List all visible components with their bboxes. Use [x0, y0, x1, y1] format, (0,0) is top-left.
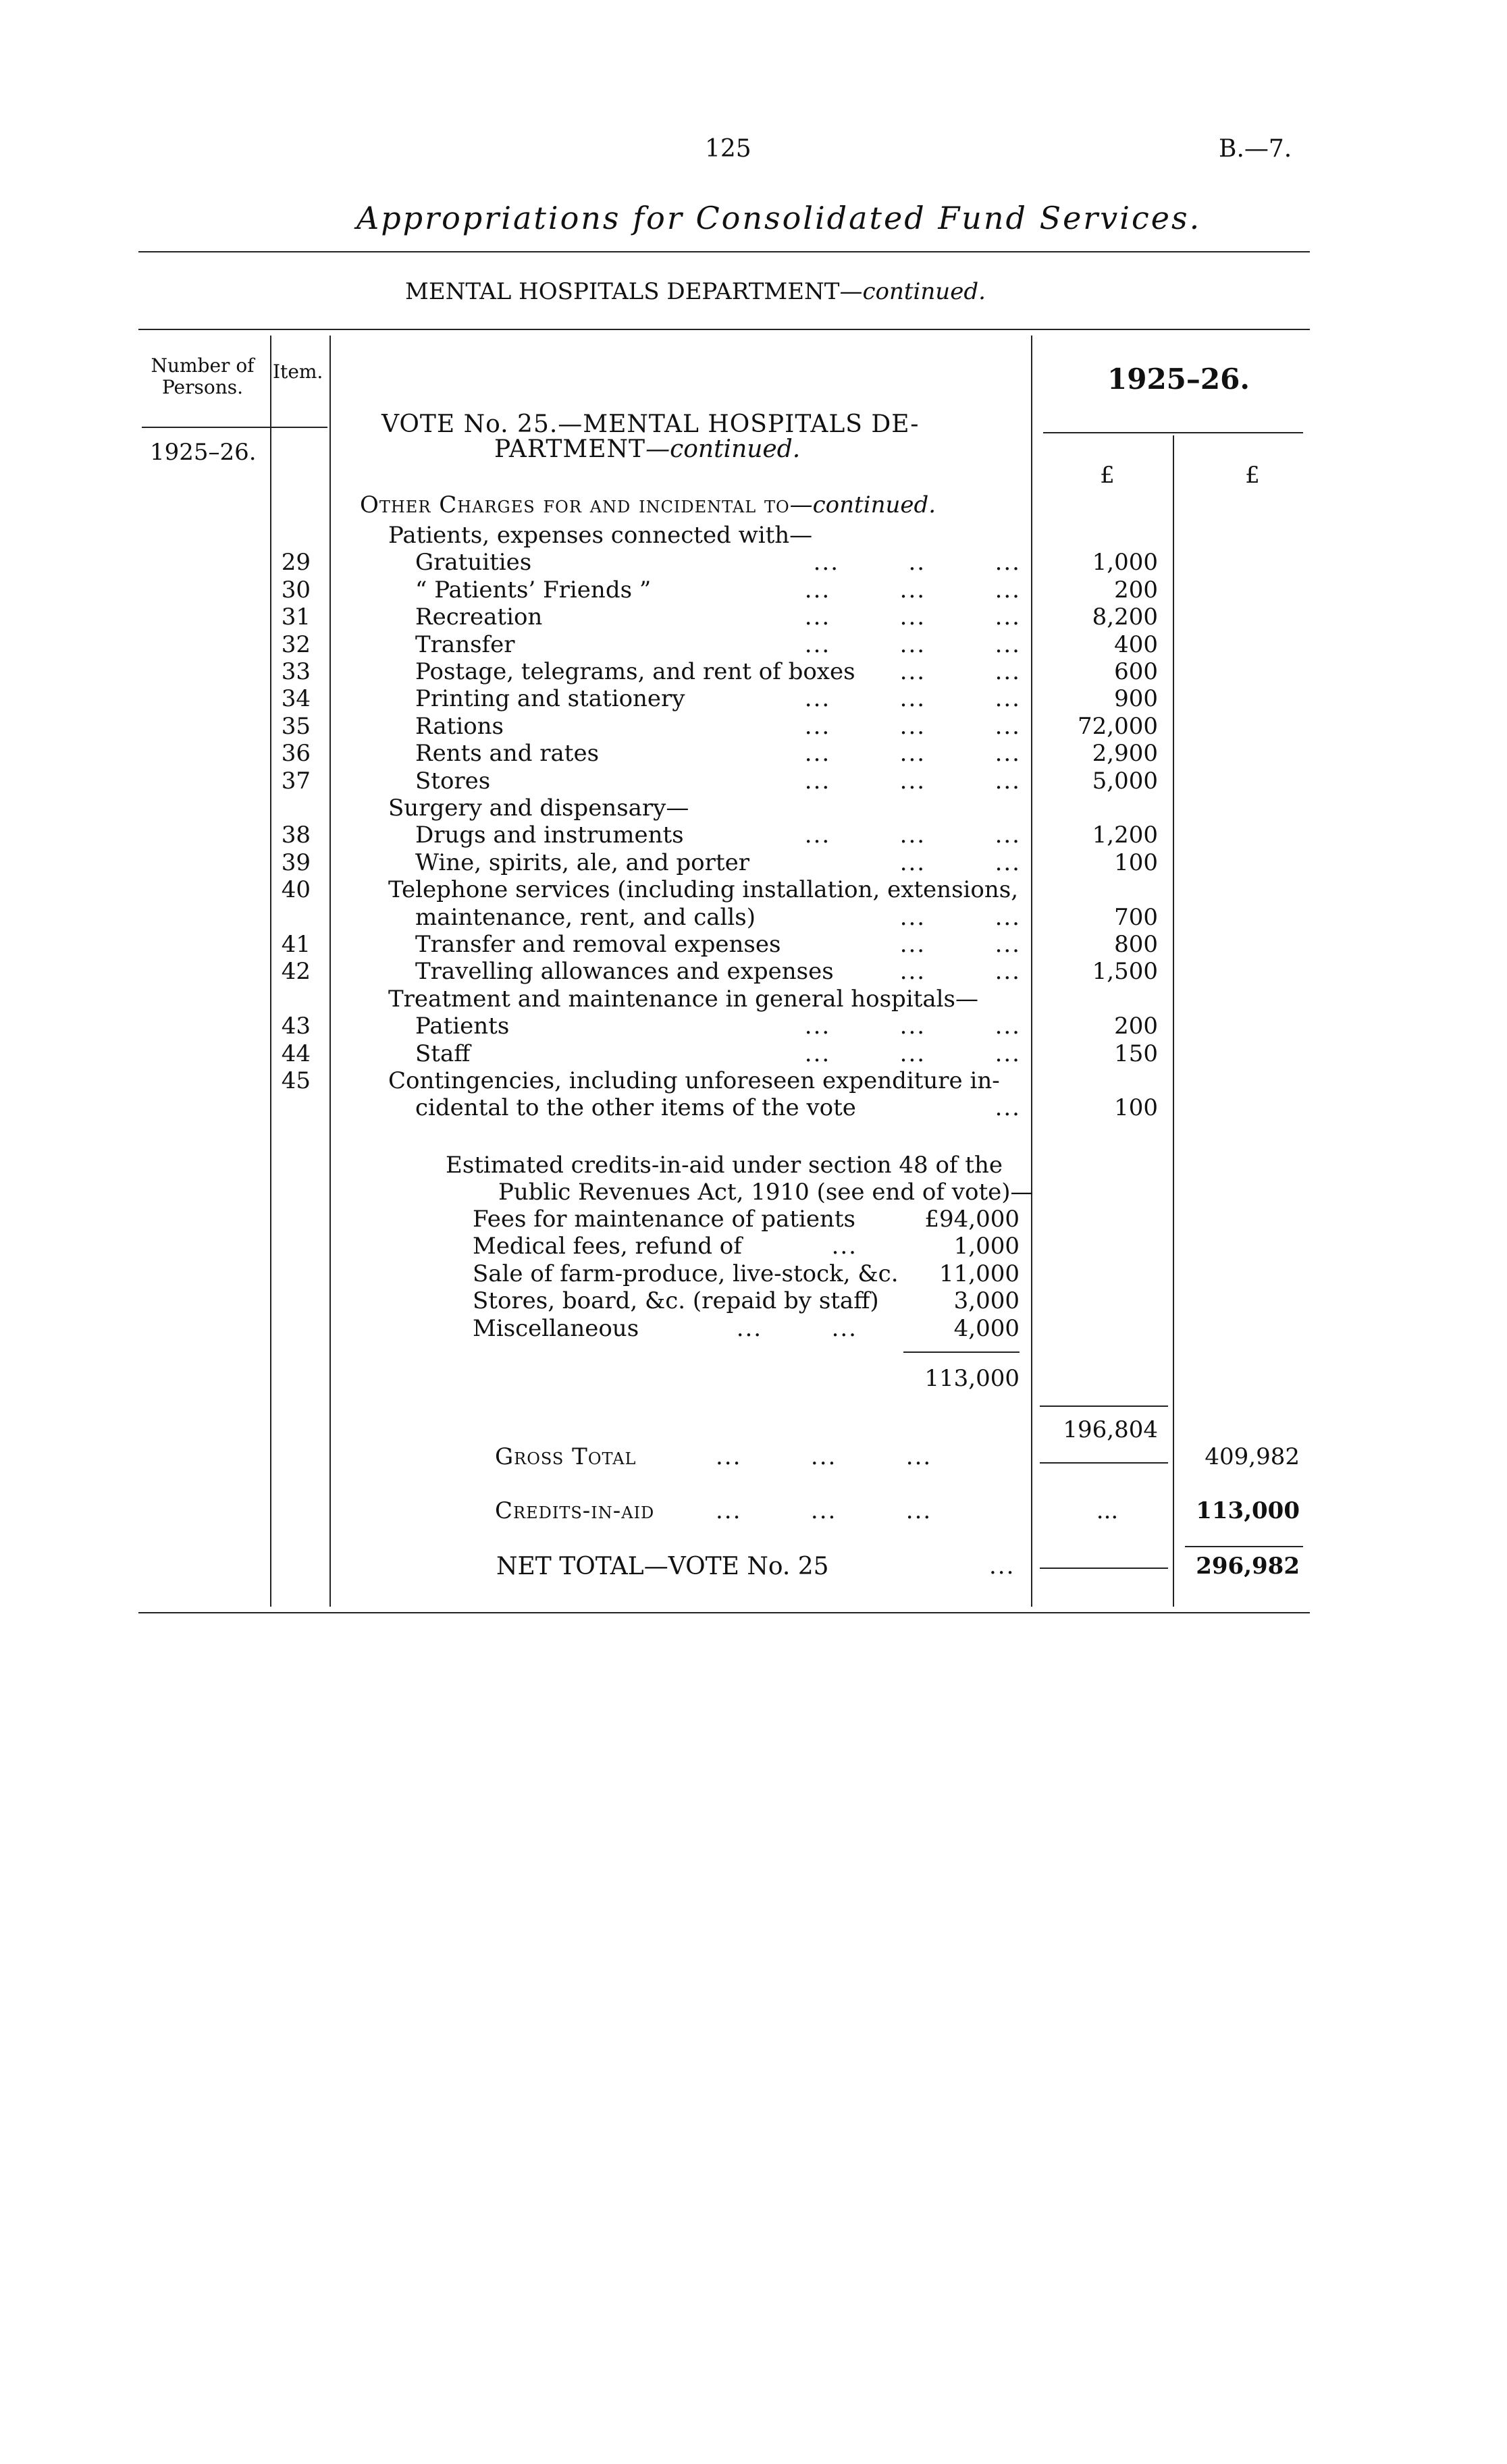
item-amount: 2,900: [1092, 740, 1158, 767]
item-amount: 200: [1114, 1013, 1158, 1040]
credits-in-aid-dots: ... ... ...: [716, 1497, 932, 1524]
leader-dots: ... .. ...: [813, 549, 1021, 576]
vote-heading-line2: [494, 435, 800, 463]
credit-description: Sale of farm-produce, live-stock, &c.: [473, 1260, 899, 1287]
leader-dots: ... ... ...: [804, 1013, 1021, 1040]
item-amount: 600: [1114, 658, 1158, 685]
net-total-rule-left: [1040, 1568, 1168, 1569]
table-top-rule: [138, 329, 1310, 330]
item-description: Rations: [415, 713, 504, 740]
leader-dots: ... ... ...: [804, 604, 1021, 631]
gross-total-dots: ... ... ...: [716, 1443, 932, 1470]
subtotal-under-rule: [1040, 1462, 1168, 1464]
leader-dots: ... ... ...: [804, 685, 1021, 712]
leader-dots: ... ... ...: [804, 740, 1021, 767]
net-total-rule-right: [1185, 1546, 1303, 1547]
persons-header-rule: [142, 427, 327, 428]
amount-column-rule: [1173, 435, 1174, 1607]
page-number: 125: [705, 135, 751, 163]
leader-dots: ...: [995, 1094, 1021, 1121]
item-description: cidental to the other items of the vote: [415, 1094, 856, 1121]
item-amount: 8,200: [1092, 604, 1158, 631]
item-number: 41: [281, 931, 311, 958]
item-description: Printing and stationery: [415, 685, 685, 712]
credits-total: 113,000: [924, 1365, 1020, 1392]
item-amount: 100: [1114, 1094, 1158, 1121]
item-description: Stores: [415, 768, 491, 795]
item-description: Surgery and dispensary—: [388, 795, 689, 822]
credit-description: Fees for maintenance of patients: [473, 1206, 856, 1233]
item-number: 29: [281, 549, 311, 576]
subtotal: 196,804: [1063, 1416, 1158, 1443]
leader-dots: ... ... ...: [804, 822, 1021, 849]
subhead: [360, 491, 936, 518]
persons-column-header: Number of Persons.: [151, 354, 255, 398]
leader-dots: ... ... ...: [804, 768, 1021, 795]
credits-in-aid-mid: ...: [1096, 1497, 1119, 1524]
leader-dots: ...: [831, 1233, 857, 1260]
item-description: Recreation: [415, 604, 543, 631]
item-number: 43: [281, 1013, 311, 1040]
net-total-dots: ...: [989, 1553, 1015, 1580]
document-reference: B.—7.: [1219, 135, 1292, 163]
item-description: Travelling allowances and expenses: [415, 958, 834, 985]
department-heading: [405, 278, 986, 305]
leader-dots: ... ...: [899, 904, 1021, 931]
item-description: Treatment and maintenance in general hospitals—: [388, 986, 978, 1013]
item-description: Drugs and instruments: [415, 822, 684, 849]
credit-amount: 1,000: [953, 1233, 1020, 1260]
item-description: maintenance, rent, and calls): [415, 904, 756, 931]
credits-in-aid-total: 113,000: [1196, 1497, 1300, 1524]
credit-amount: 4,000: [953, 1315, 1020, 1342]
credits-total-rule: [903, 1351, 1020, 1353]
subtotal-rule: [1040, 1405, 1168, 1407]
item-number: 32: [281, 631, 311, 658]
leader-dots: ... ... ...: [804, 631, 1021, 658]
item-description: Postage, telegrams, and rent of boxes: [415, 658, 855, 685]
leader-dots: ... ...: [899, 958, 1021, 985]
text-column-rule: [1031, 336, 1032, 1607]
item-number: 36: [281, 740, 311, 767]
item-amount: 400: [1114, 631, 1158, 658]
credits-intro-line1: Estimated credits-in-aid under section 48 of the: [446, 1152, 1003, 1179]
credits-in-aid-label: Credits-in-aid: [495, 1497, 655, 1524]
item-number: 40: [281, 876, 311, 903]
item-description: Transfer: [415, 631, 515, 658]
title-rule: [138, 251, 1310, 252]
credit-description: Medical fees, refund of: [473, 1233, 742, 1260]
credit-description: Miscellaneous: [473, 1315, 639, 1342]
item-column-header: Item.: [273, 360, 323, 383]
persons-column-rule: [270, 336, 271, 1607]
item-description: Staff: [415, 1040, 471, 1067]
subhead-text: Other Charges for and incidental to: [360, 491, 790, 518]
item-amount: 100: [1114, 849, 1158, 876]
item-amount: 1,500: [1092, 958, 1158, 985]
department-suffix: —continued.: [839, 278, 986, 305]
credit-amount: £94,000: [924, 1206, 1020, 1233]
leader-dots: ... ... ...: [804, 713, 1021, 740]
item-amount: 800: [1114, 931, 1158, 958]
item-description: Telephone services (including installation, extensions,: [388, 876, 1019, 903]
credit-amount: 3,000: [953, 1287, 1020, 1314]
item-number: 38: [281, 822, 311, 849]
item-column-rule: [329, 336, 331, 1607]
leader-dots: ... ...: [899, 849, 1021, 876]
currency-left: £: [1100, 462, 1115, 489]
subhead-suffix: —continued.: [789, 491, 936, 518]
item-amount: 1,000: [1092, 549, 1158, 576]
vote-heading-line1: VOTE No. 25.—MENTAL HOSPITALS DE-: [381, 410, 920, 438]
item-amount: 1,200: [1092, 822, 1158, 849]
item-number: 34: [281, 685, 311, 712]
net-total: 296,982: [1196, 1553, 1300, 1580]
item-description: Contingencies, including unforeseen expenditure in-: [388, 1067, 1000, 1094]
leader-dots: ... ...: [899, 931, 1021, 958]
item-number: 44: [281, 1040, 311, 1067]
item-amount: 200: [1114, 577, 1158, 604]
item-amount: 150: [1114, 1040, 1158, 1067]
currency-right: £: [1245, 462, 1260, 489]
item-number: 39: [281, 849, 311, 876]
page-title: Appropriations for Consolidated Fund Services.: [356, 200, 1202, 236]
item-description: “ Patients’ Friends ”: [415, 577, 652, 604]
item-number: 45: [281, 1067, 311, 1094]
credit-description: Stores, board, &c. (repaid by staff): [473, 1287, 879, 1314]
leader-dots: ... ... ...: [804, 577, 1021, 604]
credit-amount: 11,000: [939, 1260, 1020, 1287]
item-number: 30: [281, 577, 311, 604]
item-amount: 72,000: [1078, 713, 1158, 740]
item-amount: 900: [1114, 685, 1158, 712]
year-column-header: 1925–26.: [1107, 363, 1250, 396]
item-description: Transfer and removal expenses: [415, 931, 781, 958]
item-number: 35: [281, 713, 311, 740]
item-amount: 5,000: [1092, 768, 1158, 795]
persons-year: 1925–26.: [150, 439, 257, 466]
item-description: Rents and rates: [415, 740, 600, 767]
vote-heading-text: PARTMENT: [494, 435, 646, 463]
year-header-rule: [1043, 432, 1303, 433]
gross-total: 409,982: [1205, 1443, 1300, 1470]
leader-dots: ... ...: [736, 1315, 857, 1342]
department-name: MENTAL HOSPITALS DEPARTMENT: [405, 278, 840, 305]
net-total-label: NET TOTAL—VOTE No. 25: [496, 1553, 829, 1580]
table-bottom-rule: [138, 1612, 1310, 1613]
leader-dots: ... ...: [899, 658, 1021, 685]
item-number: 33: [281, 658, 311, 685]
gross-total-label: Gross Total: [495, 1443, 637, 1470]
leader-dots: ... ... ...: [804, 1040, 1021, 1067]
item-description: Gratuities: [415, 549, 532, 576]
item-description: Patients, expenses connected with—: [388, 522, 813, 549]
item-number: 37: [281, 768, 311, 795]
item-description: Patients: [415, 1013, 510, 1040]
item-number: 31: [281, 604, 311, 631]
vote-heading-suffix: —continued.: [645, 435, 801, 463]
credits-intro-line2: Public Revenues Act, 1910 (see end of vote)—: [498, 1179, 1034, 1206]
item-amount: 700: [1114, 904, 1158, 931]
item-number: 42: [281, 958, 311, 985]
item-description: Wine, spirits, ale, and porter: [415, 849, 749, 876]
